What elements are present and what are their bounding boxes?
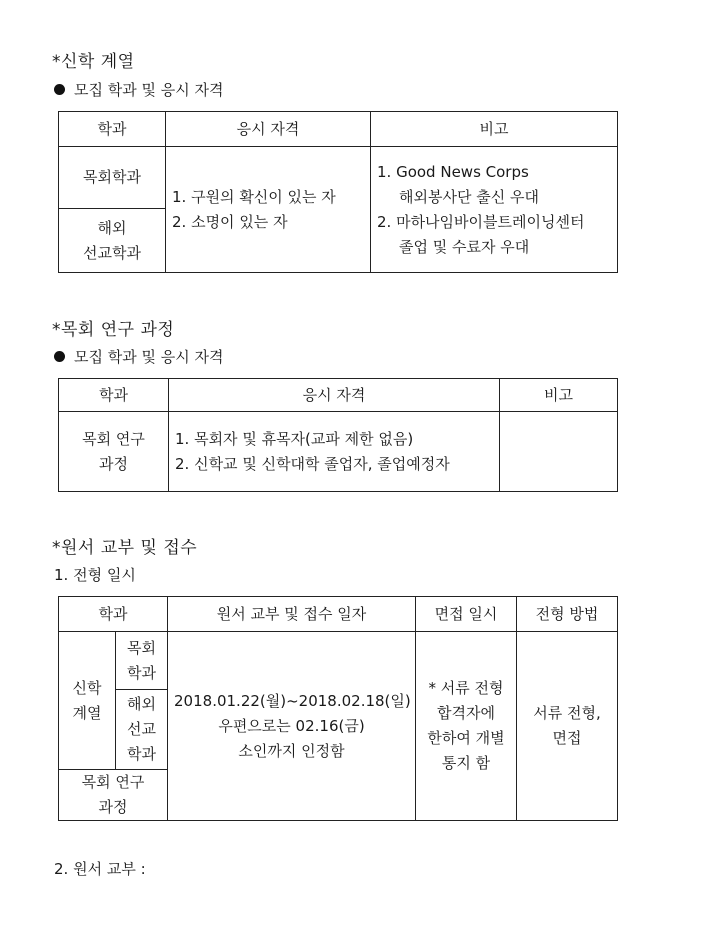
note-cell [371,147,618,273]
dept-pastoral-research [59,770,168,821]
qualification-cell [169,412,500,492]
application-date-cell [168,632,416,821]
header-interview: 면접 일시 [416,597,517,632]
section-title-application: *원서 교부 및 접수 [52,538,198,558]
header-qualification: 응시 자격 [169,379,500,412]
qualification-item: 1. 목회자 및 휴목자(교파 제한 없음) [175,429,414,448]
qualification-item: 2. 소명이 있는 자 [172,212,288,231]
dept-line: 학과 [127,745,156,763]
subtitle-theology [54,79,223,100]
qualification-item: 1. 구원의 확신이 있는 자 [172,187,336,206]
dept-pastoral-research [59,412,169,492]
dept-line: 해외 [127,695,156,713]
dept-line: 선교 [127,720,156,738]
note-item: 해외봉사단 출신 우대 [399,187,539,206]
qualification-cell [166,147,371,273]
note-item: 2. 마하나임바이블트레이닝센터 [377,212,585,231]
interview-line: 합격자에 [437,704,495,722]
header-note: 비고 [371,112,618,147]
header-application-date: 원서 교부 및 접수 일자 [168,597,416,632]
dept-line: 해외 [97,218,127,237]
dept-line: 과정 [98,798,128,816]
group-line: 계열 [72,703,102,722]
subtitle-pastoral-text: 모집 학과 및 응시 자격 [74,348,224,366]
dept-overseas-mission [116,690,168,770]
group-line: 신학 [72,678,102,697]
note-item: 1. Good News Corps [377,162,529,181]
pastoral-table [58,378,618,492]
date-line: 우편으로는 02.16(금) [218,716,365,735]
bullet-icon [54,84,65,95]
subtitle-schedule: 1. 전형 일시 [54,566,136,584]
note-cell [500,412,618,492]
dept-line: 학과 [127,663,156,682]
dept-line: 목회 연구 [82,429,145,448]
header-dept: 학과 [59,112,166,147]
dept-pastoral-ministry: 목회학과 [59,147,166,209]
date-line: 소인까지 인정함 [238,741,345,760]
header-dept: 학과 [59,379,169,412]
bullet-icon [54,351,65,362]
header-dept: 학과 [59,597,168,632]
subtitle-distribution: 2. 원서 교부 : [54,860,146,878]
theology-table [58,111,618,273]
dept-pastoral-ministry [116,632,168,690]
method-cell [517,632,618,821]
method-line: 서류 전형, [533,704,601,722]
dept-line: 선교학과 [83,243,141,262]
subtitle-pastoral [54,346,223,367]
header-method: 전형 방법 [517,597,618,632]
header-note: 비고 [500,379,618,412]
subtitle-theology-text: 모집 학과 및 응시 자격 [74,81,224,99]
dept-line: 목회 [127,638,156,657]
qualification-item: 2. 신학교 및 신학대학 졸업자, 졸업예정자 [175,454,450,473]
date-line: 2018.01.22(월)~2018.02.18(일) [174,691,411,710]
section-title-pastoral: *목회 연구 과정 [52,320,175,340]
interview-line: 통지 함 [441,754,491,772]
group-theology [59,632,116,770]
interview-line: 한하여 개별 [427,729,505,747]
interview-cell [416,632,517,821]
method-line: 면접 [552,729,582,747]
dept-overseas-mission [59,209,166,273]
note-item: 졸업 및 수료자 우대 [399,237,530,256]
header-qualification: 응시 자격 [166,112,371,147]
section-title-theology: *신학 계열 [52,52,135,72]
dept-line: 목회 연구 [81,773,145,791]
dept-line: 과정 [99,454,128,473]
schedule-table [58,596,618,821]
interview-line: * 서류 전형 [428,679,504,697]
